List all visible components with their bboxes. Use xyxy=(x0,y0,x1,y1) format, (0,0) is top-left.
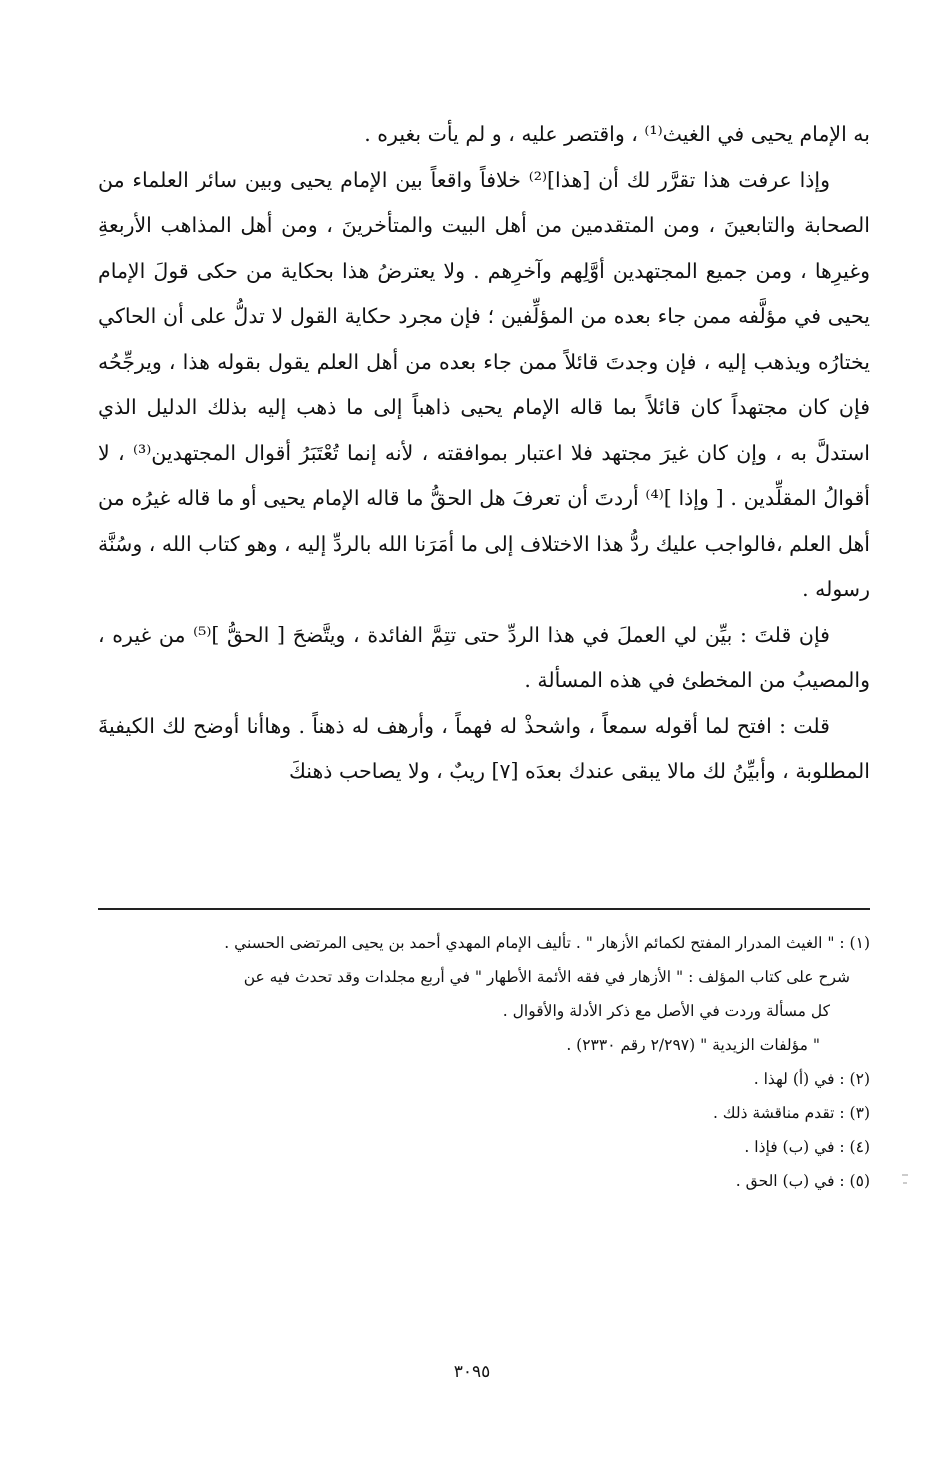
paragraph-1: به الإمام يحيى في الغيث⁽¹⁾ ، واقتصر عليه ، و لم يأت بغيره . xyxy=(364,122,870,146)
scan-margin-mark xyxy=(900,1172,910,1186)
footnote-5: (٥) : في (ب) الحق . xyxy=(735,1172,870,1190)
footnote-2: (٢) : في (أ) لهذا . xyxy=(753,1070,870,1088)
paragraph-2: وإذا عرفت هذا تقرَّر لك أن [هذا]⁽²⁾ خلافاً واقعاً بين الإمام يحيى وبين سائر العلماء من الصحابة والتابعينَ ، ومن المتقدمين من أهل البيت والمتأخرينَ ، ومن أهل المذاهب الأربعةِ وغيرِها ، ومن جميع المجتهدين أوَّلِهم وآخرِهم . ولا يعترضُ هذا بحكاية من حكى قولَ الإمام يحيى في مؤلَّفه ممن جاء بعده من المؤلِّفين ؛ فإن مجرد حكاية القول لا تدلُّ على أن الحاكي يختارُه ويذهب إليه ، فإن وجدتَ قائلاً ممن جاء بعده من أهل العلم يقول بقوله هذا ، ويرجِّحُه فإن كان مجتهداً كان قائلاً بما قاله الإمام يحيى ذاهباً إلى ما ذهب إليه بذلك الدليل الذي استدلَّ به ، وإن كان غيرَ مجتهد فلا اعتبار بموافقته ، لأنه إنما تُعْتَبَرُ أقوال المجتهدين⁽³⁾ ، لا أقوالُ المقلِّدين . [ وإذا ]⁽⁴⁾ أردتَ أن تعرفَ هل الحقُّ ما قاله الإمام يحيى أو ما قاله غيرُه من أهل العلم ،فالواجب عليك ردُّ هذا الاختلاف إلى ما أمَرَنا الله بالردِّ إليه ، وهو كتاب الله ، وسُنَّة رسوله . xyxy=(98,167,870,601)
footnote-3: (٣) : تقدم مناقشة ذلك . xyxy=(712,1104,870,1122)
paragraph-3: فإن قلتَ : بيِّن لي العملَ في هذا الردِّ حتى تتِمَّ الفائدة ، ويتَّضحَ [ الحقُّ ]⁽⁵⁾ من غيره ، والمصيبُ من المخطئ في هذه المسألة . xyxy=(98,622,870,692)
footnote-divider xyxy=(98,908,870,910)
footnote-1-line-3: كل مسألة وردت في الأصل مع ذكر الأدلة والأقوال . xyxy=(502,1002,830,1020)
page-number: ٣٠٩٥ xyxy=(453,1362,491,1382)
footnote-1-line-1: (١) : " الغيث المدرار المفتح لكمائم الأزهار " . تأليف الإمام المهدي أحمد بن يحيى المرتضى الحسني . xyxy=(224,934,870,952)
footnote-1-line-4: " مؤلفات الزيدية " (٢/٢٩٧ رقم ٢٣٣٠) . xyxy=(566,1036,820,1054)
footnote-1-line-2: شرح على كتاب المؤلف : " الأزهار في فقه الأئمة الأطهار " في أربع مجلدات وقد تحدث فيه عن xyxy=(243,968,850,986)
footnotes xyxy=(98,926,870,1198)
footnote-4: (٤) : في (ب) فإذا . xyxy=(744,1138,870,1156)
main-text xyxy=(98,112,870,795)
paragraph-4: قلت : افتح لما أقوله سمعاً ، واشحذْ له فهماً ، وأرهف له ذهناً . وهاأنا أوضح لك الكيفيةَ المطلوبة ، وأبيِّنُ لك مالا يبقى عندك بعدَه [٧] ريبٌ ، ولا يصاحب ذهنكَ xyxy=(98,713,870,783)
